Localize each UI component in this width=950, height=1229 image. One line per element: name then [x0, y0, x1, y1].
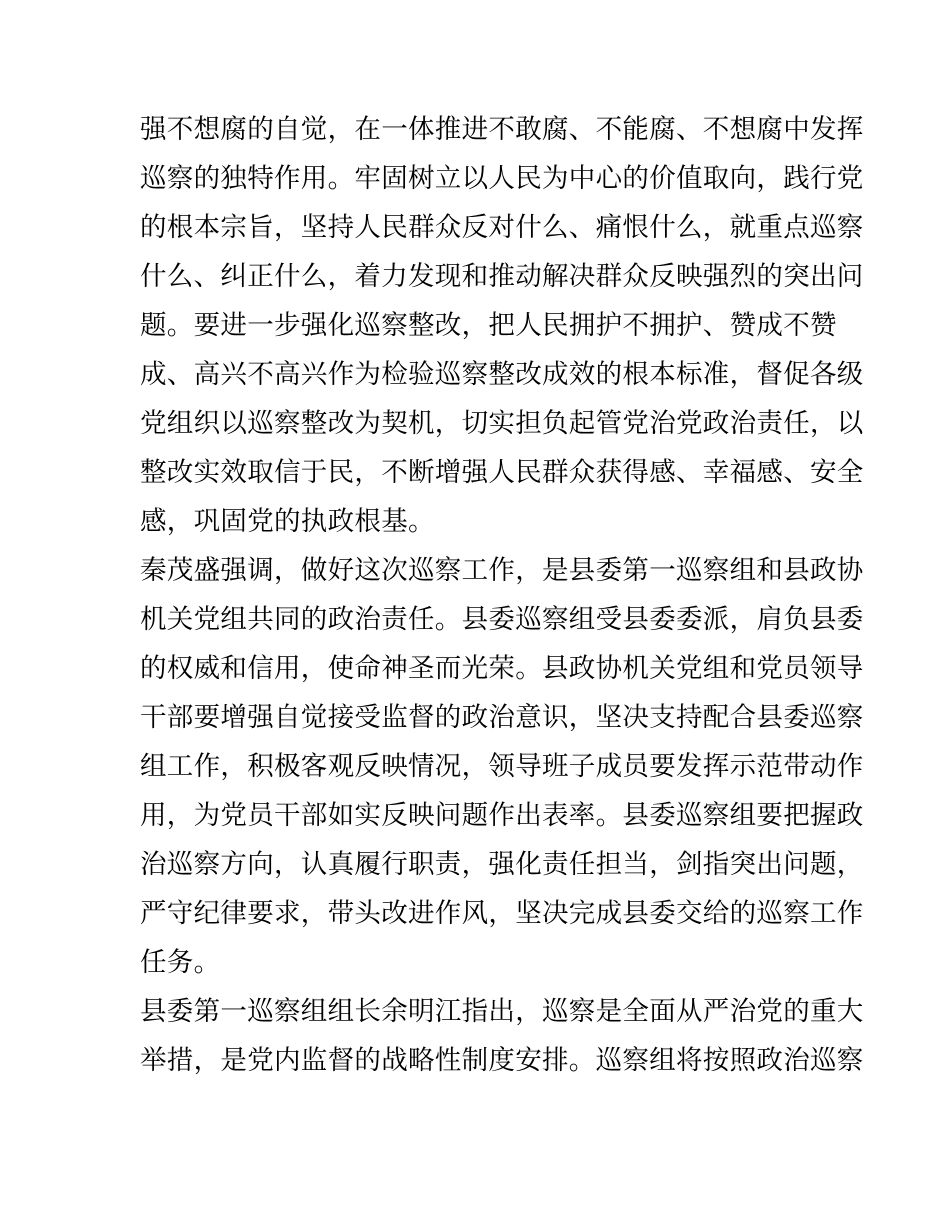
- text-line: 秦茂盛强调，做好这次巡察工作，是县委第一巡察组和县政协: [140, 555, 864, 586]
- text-line: 什么、纠正什么，着力发现和推动解决群众反映强烈的突出问: [140, 261, 864, 292]
- text-line: 强不想腐的自觉，在一体推进不敢腐、不能腐、不想腐中发挥: [140, 114, 864, 145]
- text-line: 的根本宗旨，坚持人民群众反对什么、痛恨什么，就重点巡察: [140, 212, 864, 243]
- text-line: 巡察的独特作用。牢固树立以人民为中心的价值取向，践行党: [140, 163, 864, 194]
- text-line: 机关党组共同的政治责任。县委巡察组受县委委派，肩负县委: [140, 604, 864, 635]
- text-line: 县委第一巡察组组长余明江指出，巡察是全面从严治党的重大: [140, 996, 864, 1027]
- text-line: 党组织以巡察整改为契机，切实担负起管党治党政治责任，以: [140, 408, 864, 439]
- text-line: 严守纪律要求，带头改进作风，坚决完成县委交给的巡察工作: [140, 898, 864, 929]
- text-line: 整改实效取信于民，不断增强人民群众获得感、幸福感、安全: [140, 457, 864, 488]
- text-line: 任务。: [140, 947, 221, 978]
- text-line: 组工作，积极客观反映情况，领导班子成员要发挥示范带动作: [140, 751, 864, 782]
- text-line: 干部要增强自觉接受监督的政治意识，坚决支持配合县委巡察: [140, 702, 864, 733]
- text-line: 的权威和信用，使命神圣而光荣。县政协机关党组和党员领导: [140, 653, 864, 684]
- text-line: 感，巩固党的执政根基。: [140, 506, 435, 537]
- text-line: 举措，是党内监督的战略性制度安排。巡察组将按照政治巡察: [140, 1045, 864, 1076]
- text-line: 成、高兴不高兴作为检验巡察整改成效的根本标准，督促各级: [140, 359, 864, 390]
- text-line: 题。要进一步强化巡察整改，把人民拥护不拥护、赞成不赞: [140, 310, 837, 341]
- text-line: 用，为党员干部如实反映问题作出表率。县委巡察组要把握政: [140, 800, 864, 831]
- text-line: 治巡察方向，认真履行职责，强化责任担当，剑指突出问题，: [140, 849, 864, 880]
